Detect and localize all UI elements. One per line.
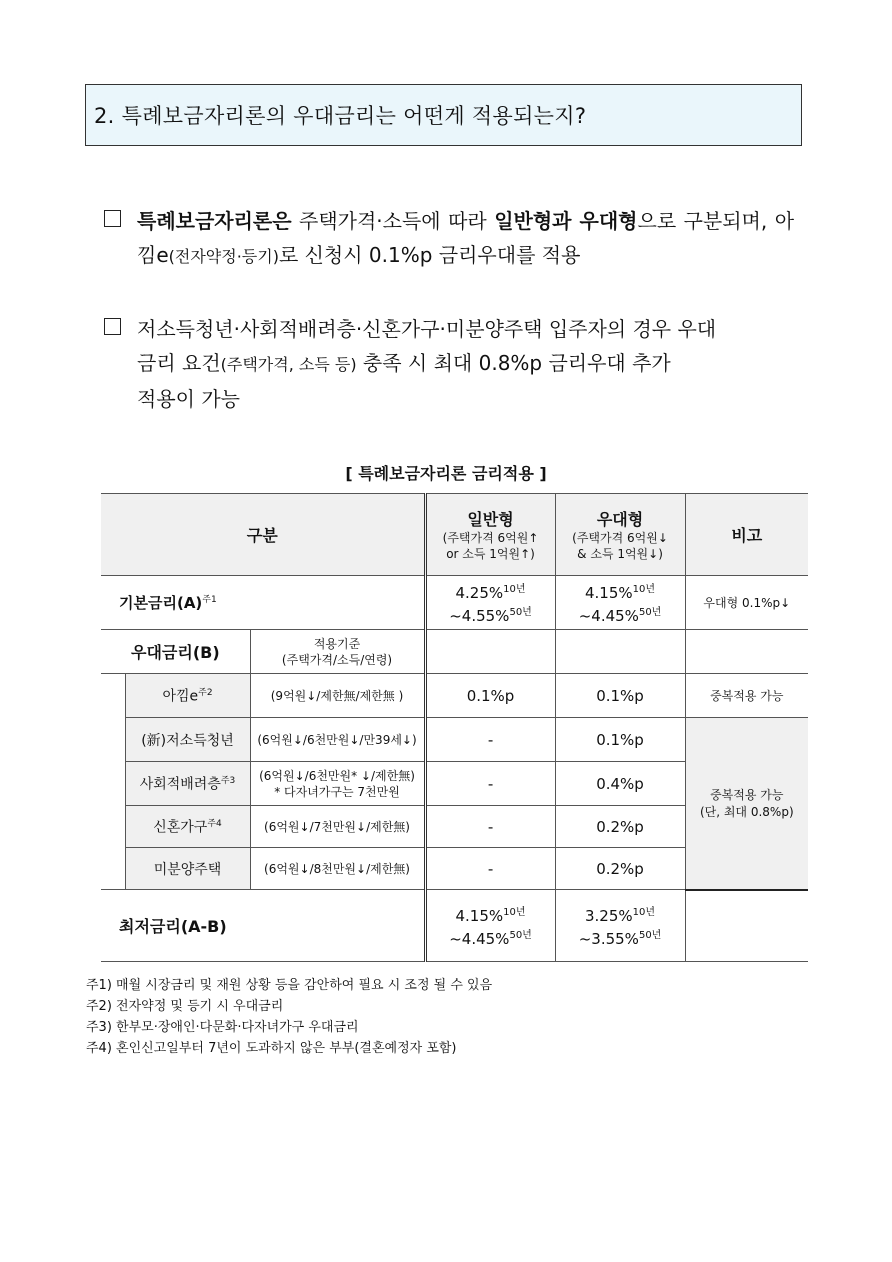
group-remark-2: (단, 최대 0.8%p) bbox=[699, 805, 794, 820]
base-rate-label bbox=[101, 576, 425, 630]
table-caption: [ 특례보금자리론 금리적용 ] bbox=[345, 464, 547, 483]
base-preferred-b-sup: 50년 bbox=[638, 606, 662, 618]
table-row bbox=[101, 674, 808, 718]
row-label-text: 신혼가구 bbox=[153, 819, 208, 836]
pref-empty-remark bbox=[685, 630, 808, 674]
row-label bbox=[125, 806, 250, 848]
pref-empty-general bbox=[425, 630, 555, 674]
header-preferred bbox=[555, 494, 685, 576]
base-general-b: ~4.55% bbox=[449, 606, 510, 625]
min-general-b-sup: 50년 bbox=[509, 929, 532, 941]
bullet-2-text bbox=[137, 312, 794, 416]
base-rate-remark: 우대형 0.1%p↓ bbox=[685, 576, 808, 630]
row-label-text: 사회적배려층 bbox=[139, 776, 221, 793]
row-general: - bbox=[425, 848, 555, 890]
row-criteria-main: (6억원↓/6천만원* ↓/제한無) bbox=[259, 768, 415, 783]
section-title: 2. 특례보금자리론의 우대금리는 어떤게 적용되는지? bbox=[85, 84, 802, 146]
indent-cell bbox=[101, 674, 125, 890]
row-general: - bbox=[425, 762, 555, 806]
row-label bbox=[125, 674, 250, 718]
footnote-2: 주2) 전자약정 및 등기 시 우대금리 bbox=[86, 999, 284, 1014]
row-criteria: (9억원↓/제한無/제한無 ) bbox=[250, 674, 425, 718]
row-label-text: 미분양주택 bbox=[153, 861, 222, 878]
min-preferred-b: ~3.55% bbox=[578, 929, 639, 948]
row-criteria-note: * 다자녀가구는 7천만원 bbox=[274, 784, 400, 799]
row-preferred: 0.4%p bbox=[555, 762, 685, 806]
min-rate-preferred bbox=[555, 890, 685, 962]
row-label-text: 아낌e bbox=[162, 688, 199, 705]
pref-criteria-header bbox=[250, 630, 425, 674]
pref-rate-label: 우대금리(B) bbox=[101, 630, 250, 674]
header-preferred-title: 우대형 bbox=[596, 510, 644, 529]
row-preferred: 0.1%p bbox=[555, 674, 685, 718]
header-general-title: 일반형 bbox=[467, 510, 514, 529]
table-row bbox=[101, 718, 808, 762]
row-preferred: 0.1%p bbox=[555, 718, 685, 762]
header-preferred-sub-1: (주택가격 6억원↓ bbox=[572, 531, 668, 545]
row-label-text: (新)저소득청년 bbox=[141, 732, 234, 749]
row-general: - bbox=[425, 718, 555, 762]
row-general: 0.1%p bbox=[425, 674, 555, 718]
min-preferred-b-sup: 50년 bbox=[638, 929, 662, 941]
bullet-2-line-2a: 금리 요건 bbox=[137, 351, 221, 375]
min-general-a: 4.15% bbox=[455, 906, 504, 925]
base-rate-note-mark: 주1 bbox=[202, 595, 217, 605]
table-header-row bbox=[101, 494, 808, 576]
bullet-1-text-3: 로 신청시 0.1%p 금리우대를 적용 bbox=[278, 243, 581, 267]
header-general-sub-2: or 소득 1억원↑) bbox=[446, 547, 535, 561]
pref-criteria-1: 적용기준 bbox=[313, 636, 361, 651]
row-criteria: (6억원↓/6천만원↓/만39세↓) bbox=[250, 718, 425, 762]
min-rate-row bbox=[101, 890, 808, 962]
checkbox-square-icon bbox=[104, 318, 121, 335]
bullet-1-text-2: 으로 구분되며, 아낌e bbox=[137, 209, 795, 267]
base-rate-preferred bbox=[555, 576, 685, 630]
group-remark bbox=[685, 718, 808, 890]
bullet-1-text-1: 주택가격·소득에 따라 bbox=[291, 209, 495, 233]
bullet-1-small: (전자약정·등기) bbox=[168, 247, 279, 266]
footnote-1: 주1) 매월 시장금리 및 재원 상황 등을 감안하여 필요 시 조정 될 수 있음 bbox=[86, 978, 493, 993]
min-preferred-a: 3.25% bbox=[585, 906, 633, 925]
row-preferred: 0.2%p bbox=[555, 848, 685, 890]
bullet-2-line-3: 적용이 가능 bbox=[137, 387, 240, 411]
row-note-mark: 주2 bbox=[198, 688, 213, 699]
bullet-1 bbox=[104, 204, 794, 274]
min-rate-general bbox=[425, 890, 555, 962]
bullet-1-bold-1: 특례보금자리론은 bbox=[137, 209, 292, 233]
footnote-4: 주4) 혼인신고일부터 7년이 도과하지 않은 부부(결혼예정자 포함) bbox=[86, 1041, 457, 1056]
row-label bbox=[125, 848, 250, 890]
base-preferred-a-sup: 10년 bbox=[632, 583, 656, 595]
row-criteria bbox=[250, 762, 425, 806]
footnotes bbox=[86, 975, 492, 1059]
header-remark: 비고 bbox=[685, 494, 808, 576]
bullet-2-line-2b: 충족 시 최대 0.8%p 금리우대 추가 bbox=[356, 351, 671, 375]
row-label bbox=[125, 762, 250, 806]
row-label bbox=[125, 718, 250, 762]
base-rate-general bbox=[425, 576, 555, 630]
base-general-b-sup: 50년 bbox=[509, 606, 532, 618]
bullet-2 bbox=[104, 312, 794, 416]
base-general-a-sup: 10년 bbox=[503, 583, 526, 595]
header-preferred-sub-2: & 소득 1억원↓) bbox=[577, 547, 663, 561]
base-rate-row bbox=[101, 576, 808, 630]
base-preferred-b: ~4.45% bbox=[578, 606, 639, 625]
bullet-2-line-2 bbox=[137, 346, 794, 382]
rate-table bbox=[101, 493, 808, 962]
pref-empty-preferred bbox=[555, 630, 685, 674]
min-preferred-a-sup: 10년 bbox=[632, 906, 656, 918]
row-note-mark: 주4 bbox=[207, 819, 222, 830]
header-category: 구분 bbox=[101, 494, 425, 576]
min-general-a-sup: 10년 bbox=[503, 906, 526, 918]
row-remark: 중복적용 가능 bbox=[685, 674, 808, 718]
min-general-b: ~4.45% bbox=[449, 929, 510, 948]
header-general-sub-1: (주택가격 6억원↑ bbox=[442, 531, 539, 545]
min-rate-label: 최저금리(A-B) bbox=[101, 890, 425, 962]
base-general-a: 4.25% bbox=[455, 583, 504, 602]
bullet-2-line-1: 저소득청년·사회적배려층·신혼가구·미분양주택 입주자의 경우 우대 bbox=[137, 317, 717, 341]
row-preferred: 0.2%p bbox=[555, 806, 685, 848]
base-preferred-a: 4.15% bbox=[585, 583, 633, 602]
row-criteria: (6억원↓/7천만원↓/제한無) bbox=[250, 806, 425, 848]
footnote-3: 주3) 한부모·장애인·다문화·다자녀가구 우대금리 bbox=[86, 1020, 359, 1035]
checkbox-square-icon bbox=[104, 210, 121, 227]
base-rate-label-text: 기본금리(A) bbox=[119, 594, 203, 612]
row-general: - bbox=[425, 806, 555, 848]
pref-rate-header-row bbox=[101, 630, 808, 674]
group-remark-1: 중복적용 가능 bbox=[710, 788, 784, 803]
row-note-mark: 주3 bbox=[220, 776, 236, 787]
bullet-1-bold-2: 일반형과 우대형 bbox=[494, 209, 638, 233]
bullet-1-text bbox=[137, 204, 794, 274]
row-criteria: (6억원↓/8천만원↓/제한無) bbox=[250, 848, 425, 890]
pref-criteria-2: (주택가격/소득/연령) bbox=[281, 652, 393, 667]
min-rate-remark bbox=[685, 890, 808, 962]
bullet-2-line-2-small: (주택가격, 소득 등) bbox=[220, 355, 357, 374]
header-general bbox=[425, 494, 555, 576]
